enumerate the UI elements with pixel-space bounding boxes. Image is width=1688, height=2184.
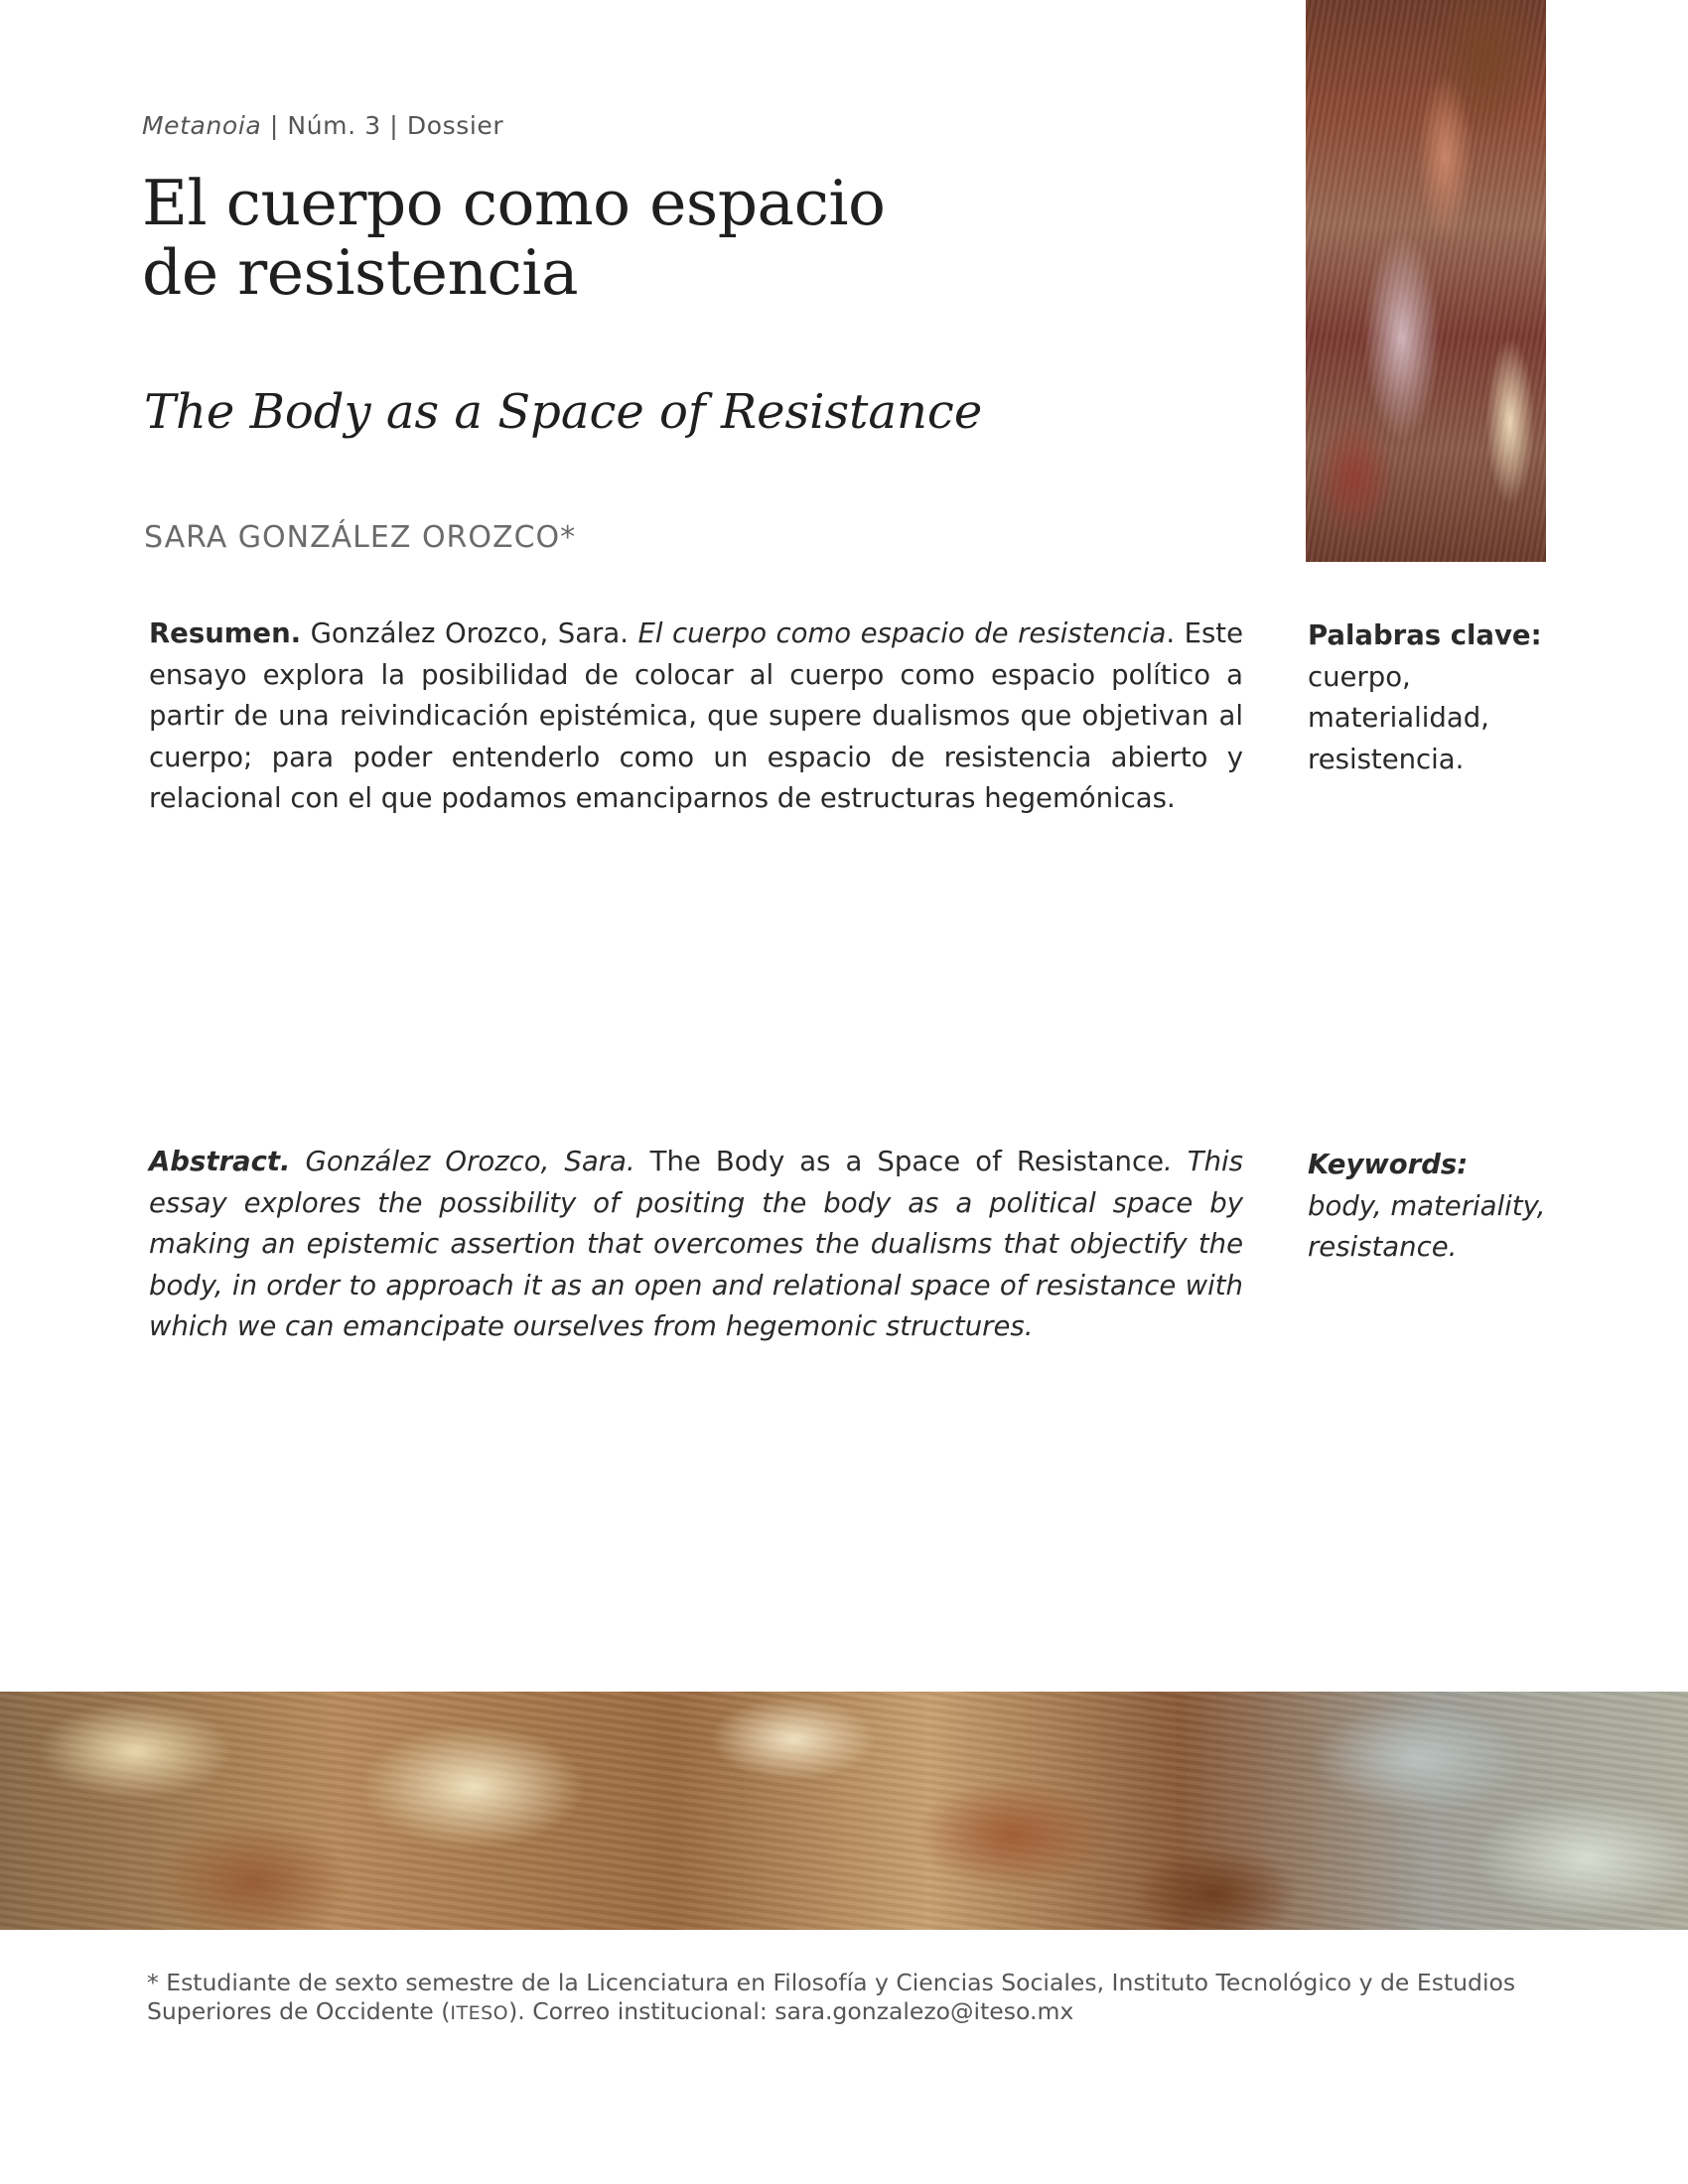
institution-acronym: ITESO xyxy=(450,2002,509,2024)
author-footnote xyxy=(147,1969,1557,2028)
resumen-paragraph xyxy=(149,614,1243,820)
running-head xyxy=(142,111,503,140)
journal-name: Metanoia xyxy=(142,111,262,140)
resumen-citation-author: González Orozco, Sara. xyxy=(301,617,638,649)
footnote-text: ). Correo institucional: sara.gonzalezo@iteso.mx xyxy=(508,1997,1074,2025)
title-es-line1: El cuerpo como espacio xyxy=(142,167,886,239)
resumen-citation-title: El cuerpo como espacio de resistencia xyxy=(637,617,1167,649)
keywords-line: resistance. xyxy=(1308,1231,1458,1263)
resumen-label: Resumen. xyxy=(149,617,302,649)
palabras-clave xyxy=(1308,615,1566,780)
issue-number: Núm. 3 xyxy=(287,111,381,140)
abstract-text: . This essay explores the possibility of positing the body as a political space by making an epistemic assertion that overcomes the dualisms that objectify the body, in order to approach it as an open and relational space of resistance with which we can emancipate ourselves from hegemonic structures. xyxy=(149,1146,1243,1342)
abstract-paragraph xyxy=(149,1142,1243,1348)
author-name: SARA GONZÁLEZ OROZCO* xyxy=(144,520,577,555)
palabra-clave-item: materialidad, xyxy=(1308,702,1489,734)
keywords-heading: Keywords: xyxy=(1308,1149,1469,1180)
article-title-es xyxy=(142,169,897,308)
palabra-clave-item: resistencia. xyxy=(1308,743,1465,775)
section-name: Dossier xyxy=(406,111,504,140)
abstract-citation-author: González Orozco, Sara. xyxy=(290,1146,650,1177)
separator: | xyxy=(261,111,288,140)
keywords xyxy=(1308,1145,1566,1269)
decorative-painting-vertical xyxy=(1306,0,1546,562)
keywords-line: body, materiality, xyxy=(1308,1189,1546,1222)
footnote-text: * Estudiante de sexto semestre de la Licenciatura en Filosofía y Ciencias Sociales, Instituto Tecnológico y de Estudios Superiores de Occidente ( xyxy=(147,1969,1516,2025)
title-es-line2: de resistencia xyxy=(142,236,579,309)
article-title-en: The Body as a Space of Resistance xyxy=(144,384,983,440)
abstract-label: Abstract. xyxy=(149,1146,291,1177)
palabra-clave-item: cuerpo, xyxy=(1308,660,1411,693)
separator: | xyxy=(380,111,407,140)
decorative-painting-band xyxy=(0,1692,1688,1930)
resumen-text: . Este ensayo explora la posibilidad de colocar al cuerpo como espacio político a partir de una reivindicación epistémica, que supere dualismos que objetivan al cuerpo; para poder entenderlo como un espacio de resistencia abierto y relacional con el que podamos emanciparnos de estructuras hegemónicas. xyxy=(149,617,1244,814)
palabras-clave-heading: Palabras clave: xyxy=(1308,619,1542,651)
abstract-citation-title: The Body as a Space of Resistance xyxy=(649,1146,1165,1177)
